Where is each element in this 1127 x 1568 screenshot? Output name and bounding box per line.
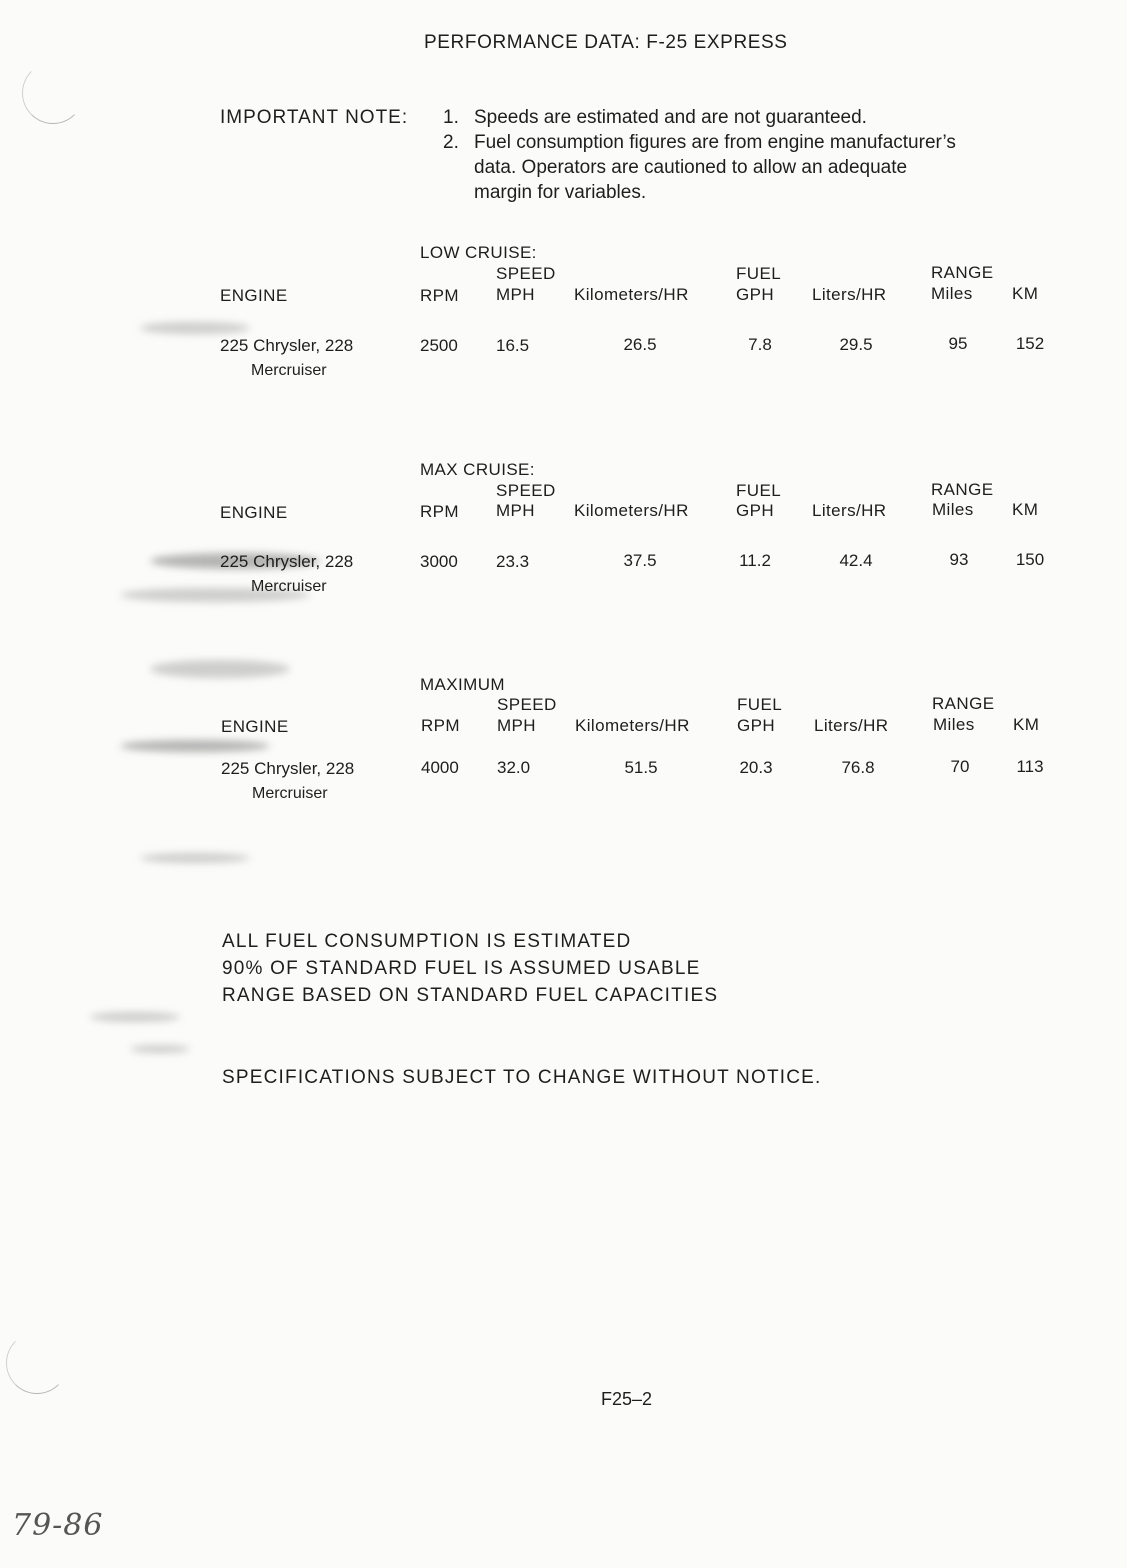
- header-range: RANGE: [932, 694, 995, 713]
- header-km: KM: [1012, 500, 1039, 519]
- header-mph: MPH: [496, 501, 535, 520]
- note-item-text: margin for variables.: [474, 182, 647, 203]
- header-gph: GPH: [736, 501, 775, 520]
- header-engine: ENGINE: [220, 286, 288, 305]
- miles-value: 95: [948, 334, 968, 353]
- note-item-text: Fuel consumption figures are from engine manufacturer’s: [474, 132, 956, 153]
- miles-value: 70: [950, 757, 970, 776]
- mph-value: 32.0: [497, 758, 531, 777]
- engine-subname: Mercruiser: [252, 785, 328, 802]
- note-item-text: data. Operators are cautioned to allow an adequate: [474, 157, 908, 178]
- footnote-line: RANGE BASED ON STANDARD FUEL CAPACITIES: [222, 985, 719, 1006]
- header-miles: Miles: [931, 284, 973, 303]
- scan-smudge: [140, 853, 250, 863]
- kmhr-value: 26.5: [623, 335, 657, 354]
- header-rpm: RPM: [420, 502, 459, 521]
- scan-smudge: [150, 660, 290, 678]
- engine-name: 225 Chrysler, 228: [220, 552, 354, 571]
- header-liters-hr: Liters/HR: [812, 501, 887, 520]
- section-heading: MAX CRUISE:: [420, 460, 535, 479]
- kmhr-value: 37.5: [623, 551, 657, 570]
- km-value: 113: [1016, 757, 1044, 776]
- important-note-label: IMPORTANT NOTE:: [220, 107, 409, 128]
- header-fuel: FUEL: [737, 695, 783, 714]
- engine-name: 225 Chrysler, 228: [221, 759, 355, 778]
- header-gph: GPH: [736, 285, 775, 304]
- rpm-value: 3000: [420, 552, 458, 571]
- header-miles: Miles: [932, 500, 974, 519]
- header-engine: ENGINE: [220, 503, 288, 522]
- note-item-number: 2.: [443, 132, 459, 153]
- header-kilometers-hr: Kilometers/HR: [574, 501, 689, 520]
- page-number: F25–2: [601, 1389, 653, 1409]
- lhr-value: 76.8: [841, 758, 875, 777]
- lhr-value: 29.5: [839, 335, 873, 354]
- gph-value: 7.8: [748, 335, 772, 354]
- header-km: KM: [1012, 284, 1039, 303]
- mph-value: 23.3: [496, 552, 530, 571]
- gph-value: 11.2: [739, 551, 771, 570]
- header-mph: MPH: [497, 716, 536, 735]
- header-gph: GPH: [737, 716, 776, 735]
- note-item-number: 1.: [443, 107, 459, 128]
- header-speed: SPEED: [496, 481, 556, 500]
- header-fuel: FUEL: [736, 264, 782, 283]
- km-value: 150: [1015, 550, 1045, 569]
- header-range: RANGE: [931, 263, 994, 282]
- lhr-value: 42.4: [839, 551, 873, 570]
- header-rpm: RPM: [421, 716, 460, 735]
- header-speed: SPEED: [497, 695, 557, 714]
- punch-hole-mark-bottom: [6, 1332, 68, 1394]
- header-km: KM: [1013, 715, 1040, 734]
- page-title: PERFORMANCE DATA: F-25 EXPRESS: [424, 32, 788, 53]
- header-kilometers-hr: Kilometers/HR: [574, 285, 689, 304]
- engine-subname: Mercruiser: [251, 578, 327, 595]
- header-engine: ENGINE: [221, 717, 289, 736]
- scan-smudge: [120, 740, 270, 752]
- disclaimer: SPECIFICATIONS SUBJECT TO CHANGE WITHOUT NOTICE.: [222, 1067, 822, 1088]
- footnote-line: ALL FUEL CONSUMPTION IS ESTIMATED: [222, 931, 632, 952]
- engine-subname: Mercruiser: [251, 362, 327, 379]
- miles-value: 93: [949, 550, 969, 569]
- gph-value: 20.3: [739, 758, 773, 777]
- scan-smudge: [90, 1012, 180, 1022]
- scan-smudge: [140, 322, 250, 334]
- mph-value: 16.5: [496, 336, 530, 355]
- section-heading: MAXIMUM: [420, 675, 505, 694]
- header-miles: Miles: [933, 715, 975, 734]
- note-item-text: Speeds are estimated and are not guaranteed.: [474, 107, 867, 128]
- header-rpm: RPM: [420, 286, 459, 305]
- handwritten-note: 79-86: [12, 1508, 104, 1543]
- header-speed: SPEED: [496, 264, 556, 283]
- footnote-line: 90% OF STANDARD FUEL IS ASSUMED USABLE: [222, 958, 701, 979]
- rpm-value: 2500: [420, 336, 458, 355]
- scan-smudge: [130, 1045, 190, 1053]
- header-range: RANGE: [931, 480, 994, 499]
- header-liters-hr: Liters/HR: [814, 716, 889, 735]
- section-heading: LOW CRUISE:: [420, 243, 537, 262]
- header-fuel: FUEL: [736, 481, 782, 500]
- km-value: 152: [1015, 334, 1045, 353]
- header-kilometers-hr: Kilometers/HR: [575, 716, 690, 735]
- engine-name: 225 Chrysler, 228: [220, 336, 354, 355]
- header-liters-hr: Liters/HR: [812, 285, 887, 304]
- kmhr-value: 51.5: [624, 758, 658, 777]
- punch-hole-mark-top: [22, 62, 84, 124]
- rpm-value: 4000: [421, 758, 459, 777]
- header-mph: MPH: [496, 285, 535, 304]
